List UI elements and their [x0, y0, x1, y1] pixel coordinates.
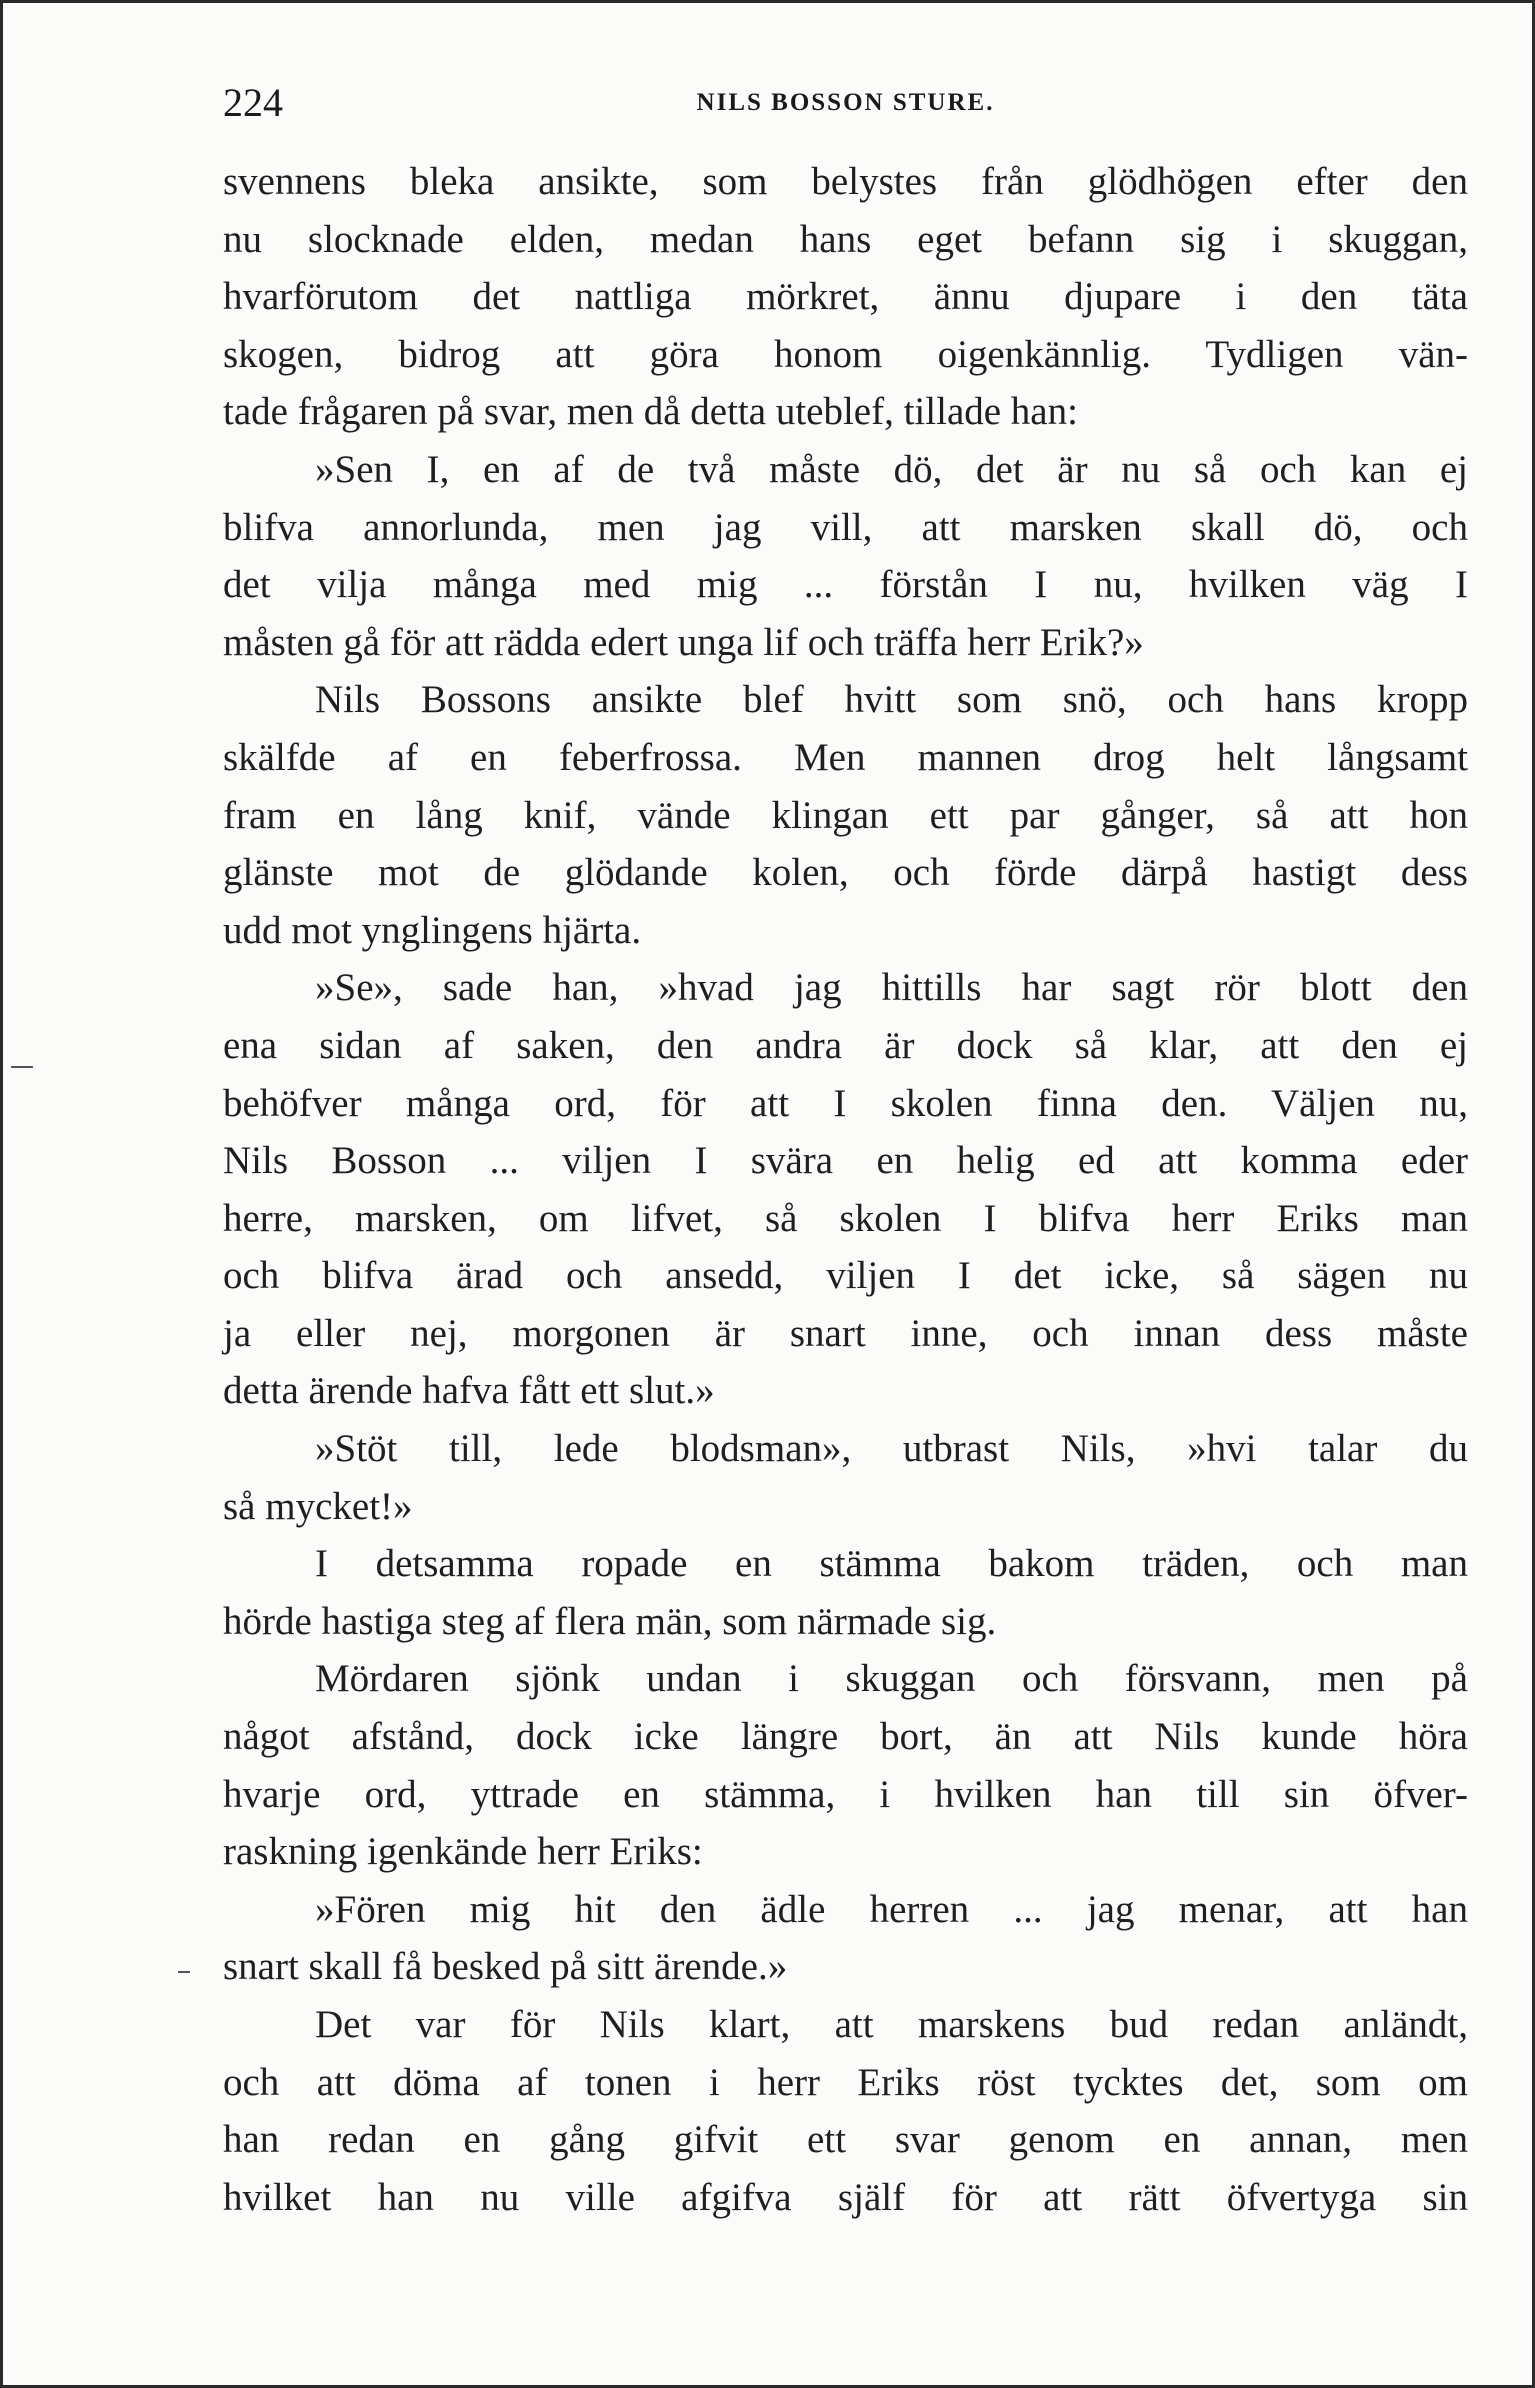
- text-line: herre, marsken, om lifvet, så skolen I blifva herr Eriks man: [223, 1196, 1468, 1240]
- text-line: svennens bleka ansikte, som belystes från glödhögen efter den: [223, 160, 1468, 203]
- text-line: Det var för Nils klart, att marskens bud redan anländt,: [315, 2003, 1468, 2046]
- text-line: glänste mot de glödande kolen, och förde därpå hastigt dess: [223, 851, 1468, 895]
- text-line: och att döma af tonen i herr Eriks röst tycktes det, som om: [223, 2060, 1468, 2104]
- text-line: »Fören mig hit den ädle herren ... jag menar, att han: [315, 1887, 1468, 1931]
- text-line: det vilja många med mig ... förstån I nu, hvilken väg I: [223, 563, 1468, 607]
- text-line: nu slocknade elden, medan hans eget befann sig i skuggan,: [223, 217, 1468, 261]
- text-line: blifva annorlunda, men jag vill, att marsken skall dö, och: [223, 505, 1468, 549]
- page-header: [223, 73, 1468, 133]
- text-line: »Sen I, en af de två måste dö, det är nu så och kan ej: [315, 447, 1468, 491]
- text-line: skälfde af en feberfrossa. Men mannen drog helt långsamt: [223, 735, 1468, 779]
- text-line: Mördaren sjönk undan i skuggan och försvann, men på: [315, 1657, 1468, 1701]
- text-line: hvarförutom det nattliga mörkret, ännu djupare i den täta: [223, 275, 1468, 319]
- text-line: fram en lång knif, vände klingan ett par gånger, så att hon: [223, 793, 1468, 837]
- text-line: Nils Bossons ansikte blef hvitt som snö, och hans kropp: [315, 678, 1468, 722]
- margin-mark: [11, 1066, 33, 1068]
- text-line: hörde hastiga steg af flera män, som närmade sig.: [223, 1599, 997, 1643]
- text-line: snart skall få besked på sitt ärende.»: [223, 1945, 788, 1989]
- text-line: ja eller nej, morgonen är snart inne, och innan dess måste: [223, 1311, 1468, 1355]
- text-line: han redan en gång gifvit ett svar genom en annan, men: [223, 2118, 1468, 2162]
- text-line: udd mot ynglingens hjärta.: [223, 908, 642, 952]
- text-line: måsten gå för att rädda edert unga lif och träffa herr Erik?»: [223, 620, 1144, 664]
- text-line: något afstånd, dock icke längre bort, än att Nils kunde höra: [223, 1715, 1468, 1759]
- text-line: detta ärende hafva fått ett slut.»: [223, 1369, 715, 1413]
- text-line: Nils Bosson ... viljen I svära en helig ed att komma eder: [223, 1139, 1468, 1183]
- text-line: hvarje ord, yttrade en stämma, i hvilken han till sin öfver-: [223, 1772, 1468, 1816]
- running-head: NILS BOSSON STURE.: [696, 89, 995, 116]
- text-line: raskning igenkände herr Eriks:: [223, 1830, 703, 1874]
- text-line: behöfver många ord, för att I skolen finna den. Väljen nu,: [223, 1081, 1468, 1125]
- text-line: I detsamma ropade en stämma bakom träden, och man: [315, 1542, 1468, 1586]
- text-line: »Stöt till, lede blodsman», utbrast Nils, »hvi talar du: [315, 1427, 1468, 1471]
- body-text: [223, 153, 1468, 2226]
- text-line: tade frågaren på svar, men då detta uteblef, tillade han:: [223, 390, 1078, 434]
- text-line: och blifva ärad och ansedd, viljen I det icke, så sägen nu: [223, 1254, 1468, 1298]
- text-line: ena sidan af saken, den andra är dock så klar, att den ej: [223, 1023, 1468, 1067]
- text-line: »Se», sade han, »hvad jag hittills har sagt rör blott den: [315, 966, 1468, 1010]
- margin-mark: [178, 1971, 190, 1973]
- text-line: hvilket han nu ville afgifva själf för att rätt öfvertyga sin: [223, 2175, 1468, 2219]
- page-number: 224: [223, 80, 283, 125]
- text-line: så mycket!»: [223, 1484, 413, 1528]
- text-line: skogen, bidrog att göra honom oigenkännlig. Tydligen vän-: [223, 332, 1468, 376]
